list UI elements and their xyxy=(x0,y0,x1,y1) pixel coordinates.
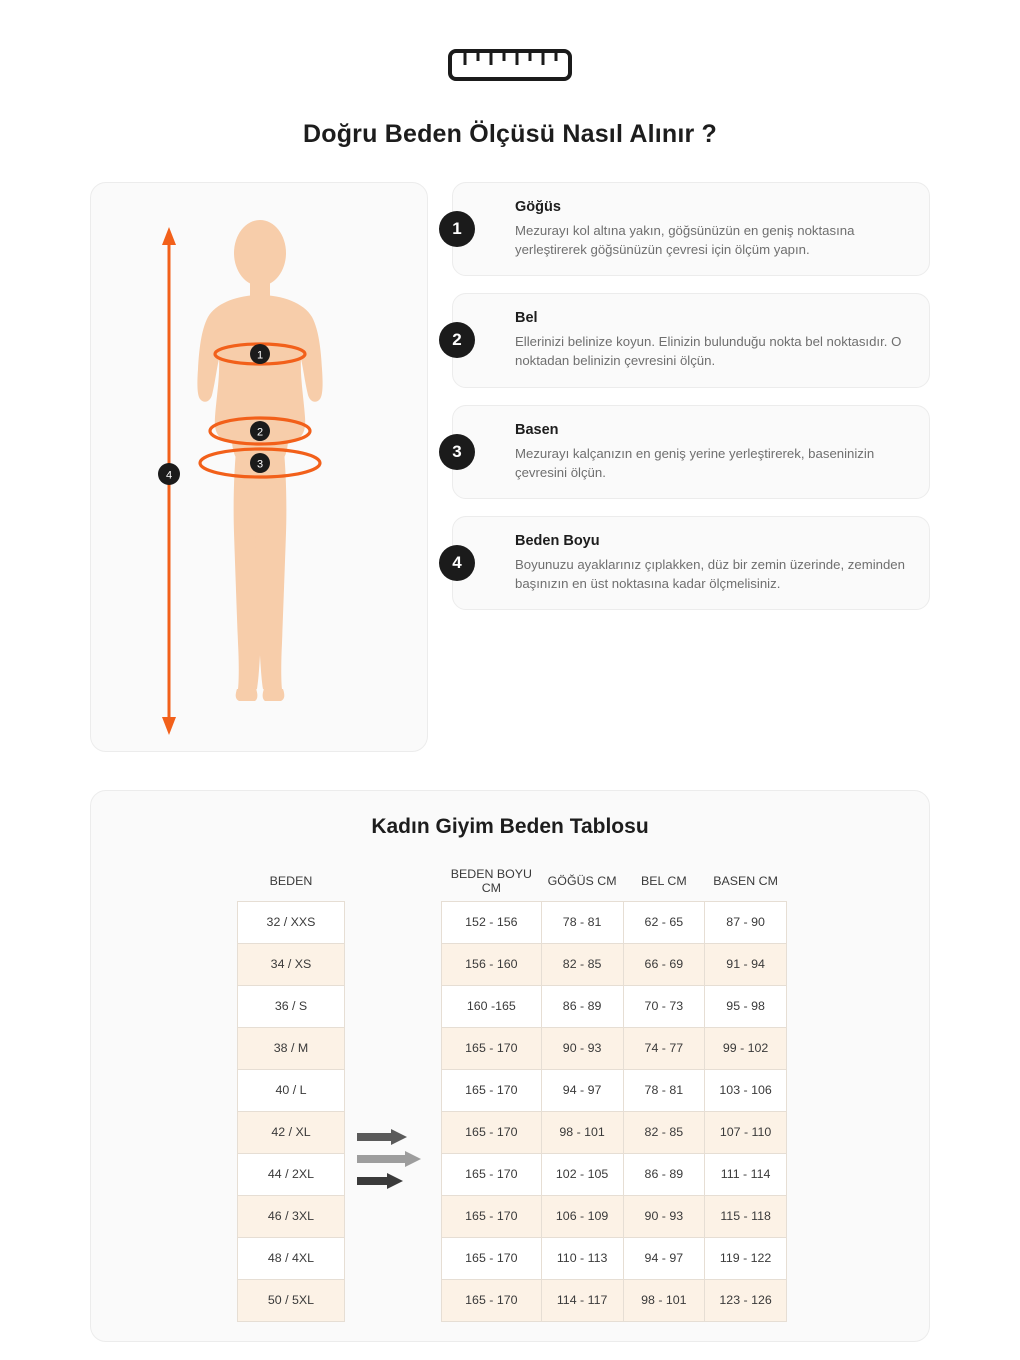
measurement-cell: 123 - 126 xyxy=(705,1279,787,1321)
step-description: Mezurayı kalçanızın en geniş yerine yerleştirerek, baseninizin çevresini ölçün. xyxy=(515,445,875,480)
measurement-cell: 66 - 69 xyxy=(623,943,705,985)
svg-text:4: 4 xyxy=(165,469,173,482)
step-title: Basen xyxy=(515,421,559,438)
size-cell: 44 / 2XL xyxy=(238,1153,345,1195)
svg-text:1: 1 xyxy=(256,349,264,362)
measurement-cell: 165 - 170 xyxy=(442,1237,542,1279)
size-row xyxy=(238,1111,345,1153)
body-figure-card xyxy=(90,182,428,752)
measurement-cell: 90 - 93 xyxy=(541,1027,623,1069)
measurement-cell: 98 - 101 xyxy=(623,1279,705,1321)
measurement-column-header: BASEN CM xyxy=(713,873,778,888)
measurement-column-header: BEDEN BOYU CM xyxy=(450,866,532,895)
measurement-cell: 90 - 93 xyxy=(623,1195,705,1237)
size-row xyxy=(238,1237,345,1279)
size-row xyxy=(238,943,345,985)
step-description: Boyunuzu ayaklarınız çıplakken, düz bir zemin üzerinde, zeminden başınızın en üst noktasına kadar ölçmelisiniz. xyxy=(515,556,905,591)
size-cell: 34 / XS xyxy=(238,943,345,985)
size-cell: 50 / 5XL xyxy=(238,1279,345,1321)
step-number-badge: 2 xyxy=(439,322,475,358)
measurement-cell: 99 - 102 xyxy=(705,1027,787,1069)
size-cell: 36 / S xyxy=(238,985,345,1027)
measurement-column-header: GÖĞÜS CM xyxy=(547,873,617,888)
measurements-table xyxy=(441,861,787,1322)
size-cell: 42 / XL xyxy=(238,1111,345,1153)
size-cell: 32 / XXS xyxy=(238,901,345,943)
measurement-cell: 119 - 122 xyxy=(705,1237,787,1279)
measurements-columns xyxy=(441,861,787,1322)
svg-text:2: 2 xyxy=(256,426,264,439)
table-row xyxy=(442,985,787,1027)
step-number-badge: 4 xyxy=(439,545,475,581)
size-table-zone xyxy=(91,861,929,1321)
ruler-icon xyxy=(448,42,572,88)
measurement-cell: 165 - 170 xyxy=(442,1279,542,1321)
measurement-cell: 91 - 94 xyxy=(705,943,787,985)
measurement-cell: 94 - 97 xyxy=(623,1237,705,1279)
measurement-cell: 70 - 73 xyxy=(623,985,705,1027)
step-description: Mezurayı kol altına yakın, göğsünüzün en geniş noktasına yerleştirerek göğsünüzün çevresi için ölçüm yapın. xyxy=(515,223,855,258)
size-cell: 38 / M xyxy=(238,1027,345,1069)
size-cell: 40 / L xyxy=(238,1069,345,1111)
size-row xyxy=(238,985,345,1027)
table-row xyxy=(442,901,787,943)
ruler-icon-wrap xyxy=(0,42,1020,88)
measurement-cell: 98 - 101 xyxy=(541,1111,623,1153)
measurement-cell: 62 - 65 xyxy=(623,901,705,943)
step-card-basen xyxy=(452,405,930,499)
step-card-bel xyxy=(452,293,930,387)
size-row xyxy=(238,901,345,943)
measurement-cell: 86 - 89 xyxy=(541,985,623,1027)
measurement-cell: 78 - 81 xyxy=(541,901,623,943)
size-row xyxy=(238,1027,345,1069)
table-row xyxy=(442,1279,787,1321)
measurement-steps xyxy=(452,182,930,627)
measurement-cell: 86 - 89 xyxy=(623,1153,705,1195)
page-title: Doğru Beden Ölçüsü Nasıl Alınır ? xyxy=(302,120,718,148)
size-table-card xyxy=(90,790,930,1342)
step-card-beden-boyu xyxy=(452,516,930,610)
size-row xyxy=(238,1069,345,1111)
measurement-cell: 82 - 85 xyxy=(541,943,623,985)
measurement-cell: 107 - 110 xyxy=(705,1111,787,1153)
size-row xyxy=(238,1279,345,1321)
size-row xyxy=(238,1195,345,1237)
size-row xyxy=(238,1153,345,1195)
measurement-cell: 165 - 170 xyxy=(442,1195,542,1237)
table-row xyxy=(442,1027,787,1069)
measurement-cell: 110 - 113 xyxy=(541,1237,623,1279)
table-row xyxy=(442,1153,787,1195)
measurement-cell: 111 - 114 xyxy=(705,1153,787,1195)
measurement-cell: 165 - 170 xyxy=(442,1027,542,1069)
size-column-header: BEDEN xyxy=(269,873,313,888)
measurement-cell: 165 - 170 xyxy=(442,1069,542,1111)
measurement-cell: 114 - 117 xyxy=(541,1279,623,1321)
table-row xyxy=(442,1195,787,1237)
measurement-cell: 165 - 170 xyxy=(442,1111,542,1153)
table-row xyxy=(442,1237,787,1279)
svg-text:3: 3 xyxy=(256,458,264,471)
size-column-table xyxy=(237,861,345,1322)
measurement-cell: 152 - 156 xyxy=(442,901,542,943)
table-row xyxy=(442,943,787,985)
table-row xyxy=(442,1069,787,1111)
measurement-cell: 103 - 106 xyxy=(705,1069,787,1111)
step-number-badge: 3 xyxy=(439,434,475,470)
measurement-cell: 87 - 90 xyxy=(705,901,787,943)
size-column xyxy=(237,861,345,1322)
step-number-badge: 1 xyxy=(439,211,475,247)
measurement-cell: 74 - 77 xyxy=(623,1027,705,1069)
table-row xyxy=(442,1111,787,1153)
measurement-cell: 156 - 160 xyxy=(442,943,542,985)
measurement-cell: 94 - 97 xyxy=(541,1069,623,1111)
step-description: Ellerinizi belinize koyun. Elinizin bulunduğu nokta bel noktasıdır. O noktadan belinizin çevresini ölçün. xyxy=(515,334,902,369)
female-body-silhouette-icon xyxy=(91,183,429,753)
measurement-cell: 102 - 105 xyxy=(541,1153,623,1195)
measurement-cell: 160 -165 xyxy=(442,985,542,1027)
size-table-title: Kadın Giyim Beden Tablosu xyxy=(371,815,649,838)
size-cell: 48 / 4XL xyxy=(238,1237,345,1279)
measurement-cell: 115 - 118 xyxy=(705,1195,787,1237)
step-card-gogus xyxy=(452,182,930,276)
step-title: Göğüs xyxy=(515,199,561,215)
measurement-cell: 82 - 85 xyxy=(623,1111,705,1153)
measurement-column-header: BEL CM xyxy=(641,873,687,888)
measurement-cell: 106 - 109 xyxy=(541,1195,623,1237)
step-title: Bel xyxy=(515,310,538,327)
size-cell: 46 / 3XL xyxy=(238,1195,345,1237)
right-arrows-icon xyxy=(355,1125,439,1195)
measurement-cell: 95 - 98 xyxy=(705,985,787,1027)
measurement-cell: 165 - 170 xyxy=(442,1153,542,1195)
step-title: Beden Boyu xyxy=(515,532,600,549)
measurement-cell: 78 - 81 xyxy=(623,1069,705,1111)
